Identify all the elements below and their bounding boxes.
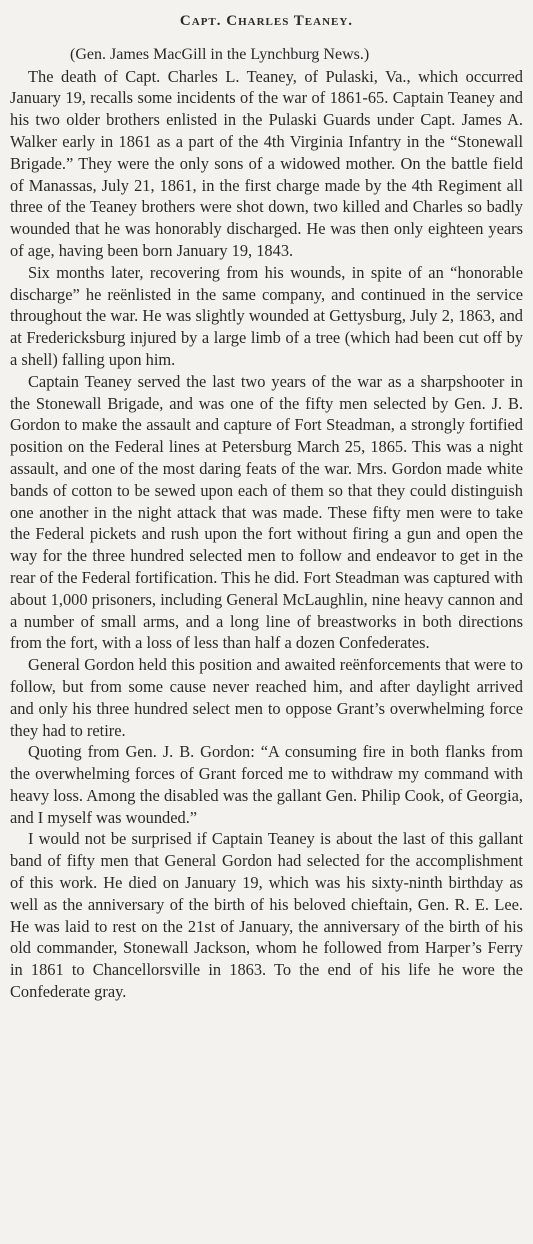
paragraph-reenlistment: Six months later, recovering from his wounds, in spite of an “honorable discharge” he reënlisted in the same company, and continued in the service throughout the war. He was slightly wounded at Gettysburg, July 2, 1863, and at Fredericksburg injured by a large limb of a tree (which had been cut off by a shell) falling upon him. xyxy=(10,262,523,369)
paragraph-last-of-band: I would not be surprised if Captain Teaney is about the last of this gallant band of fifty men that General Gordon had selected for the accomplishment of this work. He died on January 19, which was his sixty-ninth birthday as well as the anniversary of the birth of his beloved chieftain, Gen. R. E. Lee. He was laid to rest on the 21st of January, the anniversary of the birth of his old commander, Stonewall Jackson, whom he followed from Harper’s Ferry in 1861 to Chancellorsville in 1863. To the end of his life he wore the Confederate gray. xyxy=(10,829,523,1002)
paragraph-gordon-quote: Quoting from Gen. J. B. Gordon: “A consuming fire in both flanks from the overwhelming forces of Grant forced me to withdraw my command with heavy loss. Among the disabled was the gallant Gen. Philip Cook, of Georgia, and I myself was wounded.” xyxy=(10,742,523,827)
paragraph-gordon-held-position: General Gordon held this position and awaited reënforcements that were to follow, but from some cause never reached him, and after daylight arrived and only his three hundred select men to oppose Grant’s overwhelming force they had to retire. xyxy=(10,655,523,740)
paragraph-fort-steadman: Captain Teaney served the last two years of the war as a sharpshooter in the Stonewall Brigade, and was one of the fifty men selected by Gen. J. B. Gordon to make the assault and capture of Fort Steadman, a strongly fortified position on the Federal lines at Petersburg March 25, 1865. This was a night assault, and one of the most daring feats of the war. Mrs. Gordon made white bands of cotton to be sewed upon each of them so that they could distinguish one another in the night attack that was made. These fifty men were to take the Federal pickets and rush upon the fort without firing a gun and open the way for the three hundred selected men to follow and endeavor to get in the rear of the Federal fortification. This he did. Fort Steadman was captured with about 1,000 prisoners, including General McLaughlin, nine heavy cannon and a number of small arms, and a long line of breastworks in both directions from the fort, with a loss of less than half a dozen Confederates. xyxy=(10,371,523,653)
article-source: (Gen. James MacGill in the Lynchburg News.) xyxy=(70,46,370,63)
article-title: Capt. Charles Teaney. xyxy=(179,13,354,29)
article xyxy=(10,10,523,1003)
paragraph-death-of-teaney: The death of Capt. Charles L. Teaney, of Pulaski, Va., which occurred January 19, recalls some incidents of the war of 1861-65. Captain Teaney and his two older brothers enlisted in the Pulaski Guards under Capt. James A. Walker early in 1861 as a part of the 4th Virginia Infantry in the “Stonewall Brigade.” They were the only sons of a widowed mother. On the battle field of Manassas, July 21, 1861, in the first charge made by the 4th Regiment all three of the Teaney brothers were shot down, two killed and Charles so badly wounded that he was honorably discharged. He was then only eighteen years of age, having been born January 19, 1843. xyxy=(10,66,523,260)
